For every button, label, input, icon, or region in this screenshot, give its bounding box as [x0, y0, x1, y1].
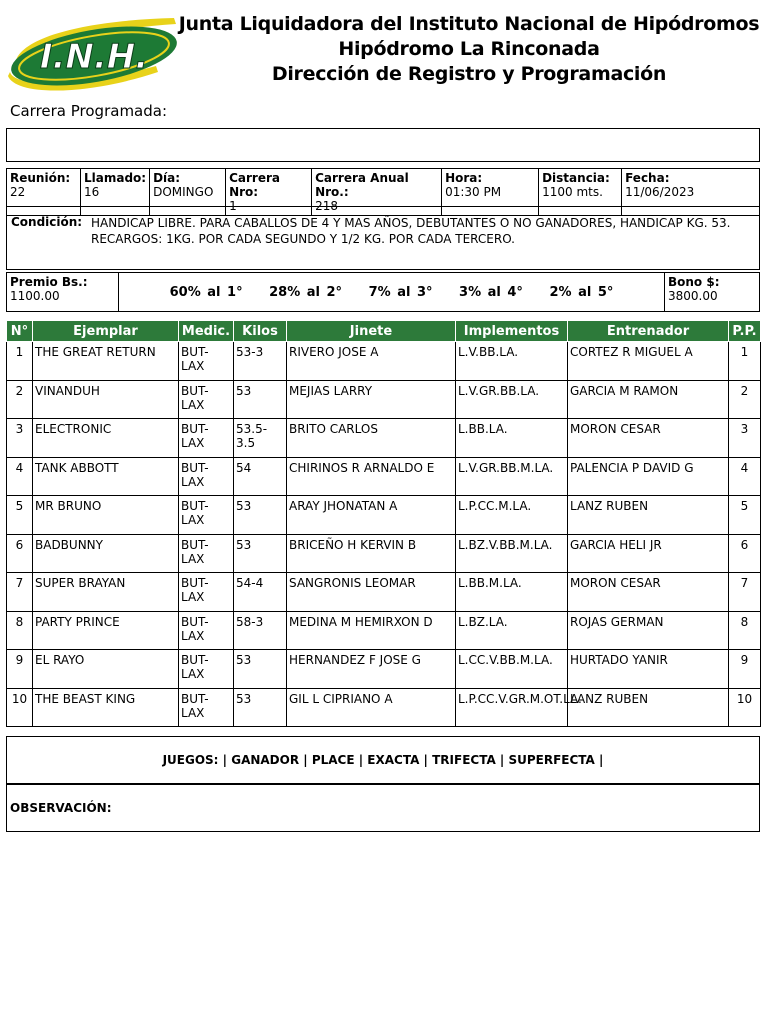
cell-jinete: HERNANDEZ F JOSE G [287, 650, 456, 689]
cell-n: 3 [7, 419, 33, 458]
carrera-programada-box [6, 128, 760, 162]
table-row [7, 380, 761, 419]
cell-kilos: 53 [234, 534, 287, 573]
cell-jinete: BRICEÑO H KERVIN B [287, 534, 456, 573]
cell-implementos: L.P.CC.V.GR.M.OT.LA. [456, 688, 568, 727]
cell-entrenador: MORON CESAR [568, 419, 729, 458]
cell-jinete: MEDINA M HEMIRXON D [287, 611, 456, 650]
cell-pp: 3 [729, 419, 761, 458]
distancia-label: Distancia: [542, 171, 610, 185]
cell-n: 9 [7, 650, 33, 689]
cell-implementos: L.V.GR.BB.LA. [456, 380, 568, 419]
cell-implementos: L.BB.LA. [456, 419, 568, 458]
cell-pp: 5 [729, 496, 761, 535]
bono-label: Bono $: [668, 275, 720, 289]
header-kilos: Kilos [234, 321, 287, 342]
cell-n: 5 [7, 496, 33, 535]
observacion-label: OBSERVACIÓN: [10, 801, 112, 815]
cell-ejemplar: BADBUNNY [33, 534, 179, 573]
dia-value: DOMINGO [153, 185, 214, 199]
pct-5: 2% al 5° [549, 284, 614, 300]
cell-medic: BUT-LAX [179, 380, 234, 419]
cell-jinete: MEJIAS LARRY [287, 380, 456, 419]
cell-n: 10 [7, 688, 33, 727]
premio-value: 1100.00 [10, 289, 60, 303]
fecha-value: 11/06/2023 [625, 185, 695, 199]
cell-entrenador: CORTEZ R MIGUEL A [568, 342, 729, 381]
cell-n: 2 [7, 380, 33, 419]
llamado-label: Llamado: [84, 171, 147, 185]
cell-pp: 2 [729, 380, 761, 419]
cell-jinete: GIL L CIPRIANO A [287, 688, 456, 727]
header-pp: P.P. [729, 321, 761, 342]
page-header [0, 0, 768, 96]
table-row [7, 688, 761, 727]
carrera-programada-label: Carrera Programada: [10, 102, 168, 120]
cell-implementos: L.P.CC.M.LA. [456, 496, 568, 535]
table-row [7, 496, 761, 535]
carrera-anual-value: 218 [315, 199, 338, 213]
pct-1: 60% al 1° [169, 284, 243, 300]
cell-n: 4 [7, 457, 33, 496]
table-row [7, 419, 761, 458]
llamado-value: 16 [84, 185, 100, 199]
cell-kilos: 54 [234, 457, 287, 496]
bono-value: 3800.00 [668, 289, 718, 303]
cell-entrenador: PALENCIA P DAVID G [568, 457, 729, 496]
cell-n: 8 [7, 611, 33, 650]
cell-jinete: BRITO CARLOS [287, 419, 456, 458]
runners-table [6, 320, 761, 727]
cell-medic: BUT-LAX [179, 496, 234, 535]
dia-label: Día: [153, 171, 181, 185]
juegos-box: JUEGOS: | GANADOR | PLACE | EXACTA | TRIFECTA | SUPERFECTA | [6, 736, 760, 784]
reunion-value: 22 [10, 185, 26, 199]
cell-medic: BUT-LAX [179, 688, 234, 727]
premio-cell [7, 273, 119, 312]
table-row [7, 611, 761, 650]
cell-medic: BUT-LAX [179, 342, 234, 381]
fecha-label: Fecha: [625, 171, 670, 185]
premio-label: Premio Bs.: [10, 275, 88, 289]
cell-implementos: L.BZ.V.BB.M.LA. [456, 534, 568, 573]
cell-ejemplar: ELECTRONIC [33, 419, 179, 458]
condicion-box [6, 206, 760, 270]
cell-n: 6 [7, 534, 33, 573]
cell-medic: BUT-LAX [179, 573, 234, 612]
table-row [7, 342, 761, 381]
cell-jinete: SANGRONIS LEOMAR [287, 573, 456, 612]
title-line-3: Dirección de Registro y Programación [271, 63, 667, 85]
condicion-text: HANDICAP LIBRE. PARA CABALLOS DE 4 Y MAS AÑOS, DEBUTANTES O NO GANADORES, HANDICAP KG. 53. RECARGOS: 1KG. POR CADA SEGUNDO Y 1/2 KG. POR CADA TERCERO. [91, 216, 731, 246]
hora-label: Hora: [445, 171, 483, 185]
table-row [7, 650, 761, 689]
cell-entrenador: LANZ RUBEN [568, 688, 729, 727]
cell-ejemplar: EL RAYO [33, 650, 179, 689]
cell-pp: 1 [729, 342, 761, 381]
header-implementos: Implementos [456, 321, 568, 342]
bono-cell [665, 273, 760, 312]
table-row [7, 573, 761, 612]
cell-implementos: L.CC.V.BB.M.LA. [456, 650, 568, 689]
cell-n: 1 [7, 342, 33, 381]
observacion-box [6, 784, 760, 832]
inh-logo [6, 14, 182, 92]
cell-entrenador: LANZ RUBEN [568, 496, 729, 535]
cell-implementos: L.V.BB.LA. [456, 342, 568, 381]
cell-kilos: 53-3 [234, 342, 287, 381]
cell-implementos: L.V.GR.BB.M.LA. [456, 457, 568, 496]
header-titles [178, 12, 760, 87]
cell-entrenador: GARCIA HELI JR [568, 534, 729, 573]
table-header-row [7, 321, 761, 342]
cell-entrenador: MORON CESAR [568, 573, 729, 612]
carrera-nro-label: Carrera Nro: [229, 171, 280, 199]
cell-implementos: L.BZ.LA. [456, 611, 568, 650]
cell-pp: 9 [729, 650, 761, 689]
cell-kilos: 53 [234, 688, 287, 727]
header-ejemplar: Ejemplar [33, 321, 179, 342]
pct-2: 28% al 2° [269, 284, 343, 300]
reunion-label: Reunión: [10, 171, 71, 185]
title-line-2: Hipódromo La Rinconada [338, 38, 600, 60]
cell-ejemplar: MR BRUNO [33, 496, 179, 535]
cell-pp: 6 [729, 534, 761, 573]
cell-ejemplar: THE BEAST KING [33, 688, 179, 727]
cell-medic: BUT-LAX [179, 419, 234, 458]
cell-kilos: 53 [234, 650, 287, 689]
header-entrenador: Entrenador [568, 321, 729, 342]
header-medic: Medic. [179, 321, 234, 342]
cell-implementos: L.BB.M.LA. [456, 573, 568, 612]
cell-ejemplar: VINANDUH [33, 380, 179, 419]
cell-jinete: ARAY JHONATAN A [287, 496, 456, 535]
cell-pp: 8 [729, 611, 761, 650]
cell-ejemplar: PARTY PRINCE [33, 611, 179, 650]
distancia-value: 1100 mts. [542, 185, 603, 199]
table-row [7, 457, 761, 496]
premio-table [6, 272, 760, 312]
cell-jinete: RIVERO JOSE A [287, 342, 456, 381]
cell-kilos: 53 [234, 380, 287, 419]
cell-kilos: 53 [234, 496, 287, 535]
carrera-nro-value: 1 [229, 199, 237, 213]
carrera-anual-label: Carrera Anual Nro.: [315, 171, 409, 199]
cell-entrenador: HURTADO YANIR [568, 650, 729, 689]
condicion-label: Condición: [11, 215, 83, 229]
cell-pp: 10 [729, 688, 761, 727]
header-jinete: Jinete [287, 321, 456, 342]
cell-ejemplar: SUPER BRAYAN [33, 573, 179, 612]
cell-entrenador: ROJAS GERMAN [568, 611, 729, 650]
cell-n: 7 [7, 573, 33, 612]
cell-ejemplar: THE GREAT RETURN [33, 342, 179, 381]
cell-kilos: 53.5-3.5 [234, 419, 287, 458]
cell-ejemplar: TANK ABBOTT [33, 457, 179, 496]
cell-medic: BUT-LAX [179, 457, 234, 496]
cell-medic: BUT-LAX [179, 611, 234, 650]
cell-entrenador: GARCIA M RAMON [568, 380, 729, 419]
cell-medic: BUT-LAX [179, 534, 234, 573]
cell-kilos: 58-3 [234, 611, 287, 650]
cell-pp: 4 [729, 457, 761, 496]
hora-value: 01:30 PM [445, 185, 502, 199]
title-line-1: Junta Liquidadora del Instituto Nacional de Hipódromos [178, 13, 760, 35]
pct-4: 3% al 4° [459, 284, 523, 300]
header-n: N° [7, 321, 33, 342]
cell-jinete: CHIRINOS R ARNALDO E [287, 457, 456, 496]
cell-medic: BUT-LAX [179, 650, 234, 689]
table-row [7, 534, 761, 573]
premio-percentages [119, 273, 665, 312]
pct-3: 7% al 3° [368, 284, 433, 300]
cell-pp: 7 [729, 573, 761, 612]
logo-text: I.N.H. [39, 37, 149, 77]
cell-kilos: 54-4 [234, 573, 287, 612]
